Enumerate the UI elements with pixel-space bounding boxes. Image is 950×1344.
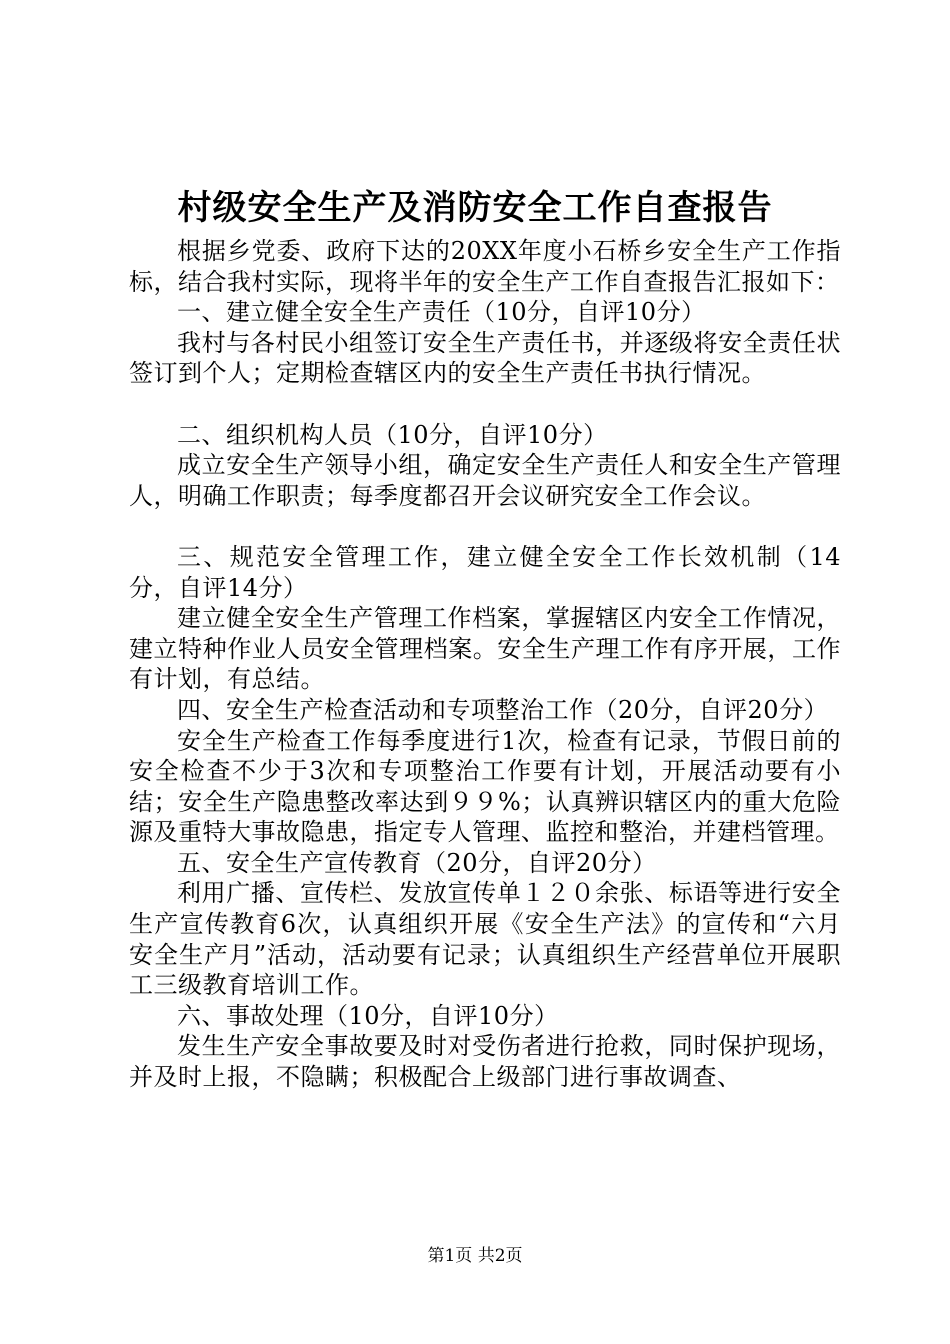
document-title: 村级安全生产及消防安全工作自查报告 xyxy=(177,188,773,228)
section-body-1: 我村与各村民小组签订安全生产责任书，并逐级将安全责任状签订到个人；定期检查辖区内的安全生产责任书执行情况。 xyxy=(129,328,841,388)
section-body-3: 建立健全安全生产管理工作档案，掌握辖区内安全工作情况，建立特种作业人员安全管理档案。安全生产理工作有序开展，工作有计划，有总结。 xyxy=(129,604,841,694)
section-heading-4: 四、安全生产检查活动和专项整治工作（20分，自评20分） xyxy=(177,695,829,724)
intro-paragraph: 根据乡党委、政府下达的20XX年度小石桥乡安全生产工作指标，结合我村实际，现将半年的安全生产工作自查报告汇报如下： xyxy=(129,237,841,296)
section-body-2: 成立安全生产领导小组，确定安全生产责任人和安全生产管理人，明确工作职责；每季度都召开会议研究安全工作会议。 xyxy=(129,451,841,510)
section-body-4: 安全生产检查工作每季度进行1次，检查有记录，节假日前的安全检查不少于3次和专项整治工作要有计划，开展活动要有小结；安全生产隐患整改率达到９９%；认真辨识辖区内的重大危险源及重特大事故隐患，指定专人管理、监控和整治，并建档管理。 xyxy=(129,726,841,847)
section-heading-3: 三、规范安全管理工作，建立健全安全工作长效机制（14分，自评14分） xyxy=(129,542,841,602)
document-body xyxy=(129,236,841,1093)
section-heading-2: 二、组织机构人员（10分，自评10分） xyxy=(177,420,608,449)
section-heading-1: 一、建立健全安全生产责任（10分，自评10分） xyxy=(177,298,706,327)
section-heading-6: 六、事故处理（10分，自评10分） xyxy=(177,1001,559,1030)
section-heading-5: 五、安全生产宣传教育（20分，自评20分） xyxy=(177,848,657,877)
section-body-6: 发生生产安全事故要及时对受伤者进行抢救，同时保护现场，并及时上报，不隐瞒；积极配合上级部门进行事故调查、 xyxy=(129,1032,841,1092)
section-body-5: 利用广播、宣传栏、发放宣传单１２０余张、标语等进行安全生产宣传教育6次，认真组织开展《安全生产法》的宣传和“六月安全生产月”活动，活动要有记录；认真组织生产经营单位开展职工三级教育培训工作。 xyxy=(129,879,841,1000)
page-number-footer: 第1页 共2页 xyxy=(427,1246,523,1266)
